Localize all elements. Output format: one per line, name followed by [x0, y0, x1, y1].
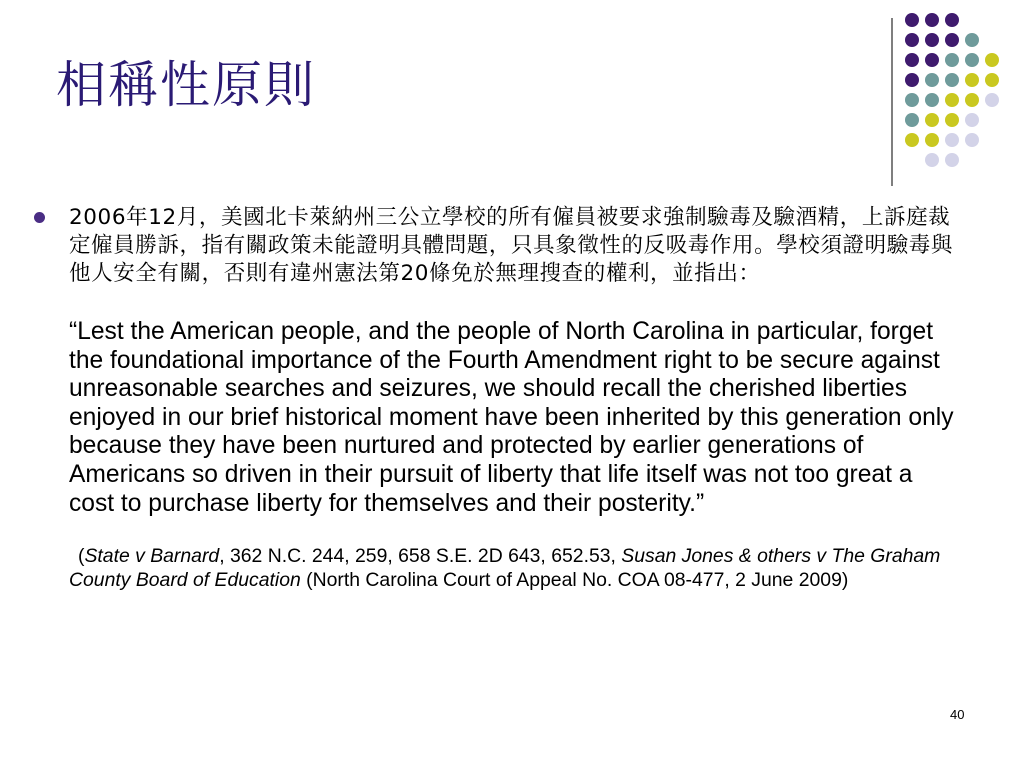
decorative-dot-purple — [905, 73, 919, 87]
decorative-dot-purple — [905, 13, 919, 27]
decorative-dot-purple — [905, 33, 919, 47]
decorative-dot-yellow — [965, 93, 979, 107]
decorative-dot-lavender — [945, 133, 959, 147]
decorative-dot-lavender — [925, 153, 939, 167]
citation-case-1: State v Barnard — [84, 545, 220, 568]
decorative-dot-teal — [925, 73, 939, 87]
decorative-dot-grid — [902, 10, 1014, 170]
decorative-dot-lavender — [985, 93, 999, 107]
decorative-dot-purple — [925, 33, 939, 47]
decorative-dot-yellow — [945, 93, 959, 107]
decorative-dot-yellow — [905, 133, 919, 147]
bullet-content — [69, 204, 959, 592]
page-number: 40 — [950, 707, 965, 722]
decorative-dot-teal — [905, 93, 919, 107]
decorative-dot-teal — [905, 113, 919, 127]
citation-case-1-reference: , 362 N.C. 244, 259, 658 S.E. 2D 643, 652.53, — [219, 545, 622, 568]
decorative-dot-yellow — [985, 73, 999, 87]
vertical-divider — [891, 18, 893, 186]
decorative-dot-purple — [905, 53, 919, 67]
citation-case-2-reference: (North Carolina Court of Appeal No. COA 08-477, 2 June 2009) — [300, 569, 849, 592]
decorative-dot-lavender — [965, 113, 979, 127]
decorative-dot-yellow — [945, 113, 959, 127]
decorative-dot-yellow — [965, 73, 979, 87]
slide-title: 相稱性原則 — [56, 56, 316, 114]
decorative-dot-lavender — [945, 153, 959, 167]
court-quote: “Lest the American people, and the people of North Carolina in particular, forget the foundational importance of the Fourth Amendment right to be secure against unreasonable searches and seizures, we should recall the cherished liberties enjoyed in our brief historical moment have been inherited by this generation only because they have been nurtured and protected by earlier generations of Americans so driven in their pursuit of liberty that life itself was not too great a cost to purchase liberty for themselves and their posterity.” — [69, 318, 954, 517]
chinese-paragraph: 2006年12月，美國北卡萊納州三公立學校的所有僱員被要求強制驗毒及驗酒精，上訴庭裁定僱員勝訴，指有關政策未能證明具體問題，只具象徵性的反吸毒作用。學校須證明驗毒與他人安全有關，否則有違州憲法第20條免於無理搜查的權利，並指出： — [69, 205, 954, 286]
decorative-dot-teal — [945, 53, 959, 67]
decorative-dot-yellow — [925, 133, 939, 147]
bullet-item — [34, 204, 964, 592]
decorative-dot-yellow — [985, 53, 999, 67]
decorative-dot-purple — [945, 13, 959, 27]
decorative-dot-yellow — [925, 113, 939, 127]
citation-open-paren: ( — [78, 545, 85, 568]
decorative-dot-teal — [925, 93, 939, 107]
case-citation — [69, 544, 959, 592]
decorative-dot-purple — [945, 33, 959, 47]
decorative-dot-teal — [965, 53, 979, 67]
decorative-dot-teal — [965, 33, 979, 47]
decorative-dot-teal — [945, 73, 959, 87]
bullet-marker — [34, 212, 45, 223]
decorative-dot-purple — [925, 13, 939, 27]
decorative-dot-purple — [925, 53, 939, 67]
citation-case-2: Susan Jones & others v The Graham County Board of Education — [69, 545, 941, 592]
decorative-dot-lavender — [965, 133, 979, 147]
